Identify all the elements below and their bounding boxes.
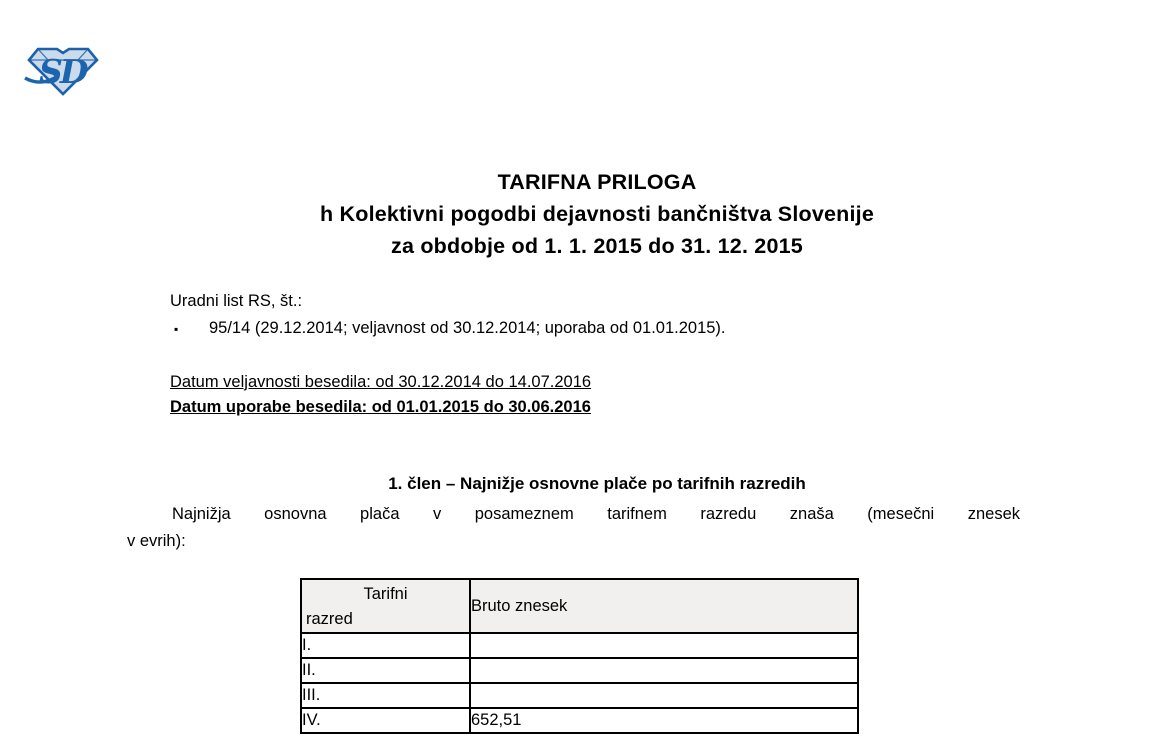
square-bullet-icon: ▪ <box>174 322 179 336</box>
validity-date-line: Datum veljavnosti besedila: od 30.12.2014 do 14.07.2016 <box>170 373 592 391</box>
header-razred: razred <box>306 610 353 628</box>
title-line-2: h Kolektivni pogodbi dejavnosti bančništva Slovenije <box>320 202 874 226</box>
section-1-paragraph-line-2: v evrih): <box>127 532 186 550</box>
sd-diamond-logo-svg <box>24 46 100 98</box>
znesek-cell-1 <box>470 633 858 658</box>
znesek-cell-2 <box>470 658 858 683</box>
table-row <box>301 708 858 733</box>
table-row <box>301 683 858 708</box>
gazette-bullet-item <box>174 316 726 342</box>
section-1-heading: 1. člen – Najnižje osnovne plače po tarifnih razredih <box>388 474 806 493</box>
title-line-3: za obdobje od 1. 1. 2015 do 31. 12. 2015 <box>391 234 803 258</box>
razred-cell-1: I. <box>301 633 470 658</box>
logo-letters: SD <box>39 52 86 91</box>
usage-date-line: Datum uporabe besedila: od 01.01.2015 do 30.06.2016 <box>170 398 591 416</box>
table-row <box>301 633 858 658</box>
header-cell-tarifni-razred <box>301 579 470 633</box>
title-block <box>127 166 1067 262</box>
header-cell-bruto-znesek: Bruto znesek <box>470 579 858 633</box>
razred-cell-2: II. <box>301 658 470 683</box>
znesek-cell-4: 652,51 <box>470 708 858 733</box>
razred-cell-4: IV. <box>301 708 470 733</box>
table-header-row <box>301 579 858 633</box>
znesek-cell-3 <box>470 683 858 708</box>
sd-diamond-logo <box>24 46 100 98</box>
title-line-1: TARIFNA PRILOGA <box>497 170 697 194</box>
gazette-bullet-text: 95/14 (29.12.2014; veljavnost od 30.12.2014; uporaba od 01.01.2015). <box>209 319 726 337</box>
razred-cell-3: III. <box>301 683 470 708</box>
tariff-table <box>300 578 859 734</box>
uradni-list-label: Uradni list RS, št.: <box>170 292 303 310</box>
header-tarifni: Tarifni <box>363 585 408 603</box>
section-1-paragraph-line-1: Najnižja osnovna plača v posameznem tarifnem razredu znaša (mesečni znesek <box>172 505 1020 523</box>
table-row <box>301 658 858 683</box>
